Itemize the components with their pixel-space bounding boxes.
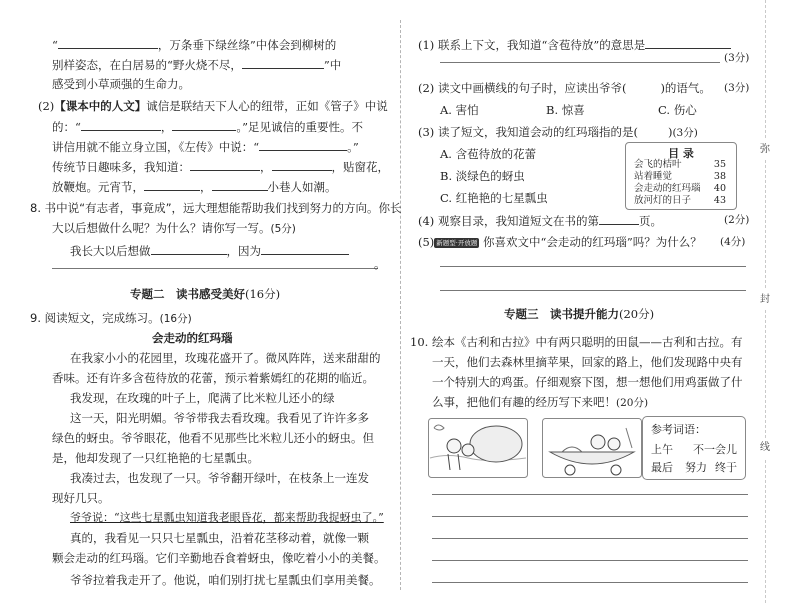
q3-option-a[interactable]: A. 含苞待放的花蕾 <box>440 147 537 161</box>
q10-answer-line[interactable] <box>432 538 748 539</box>
blank[interactable] <box>144 178 200 191</box>
topic2-title: 专题二 读书感受美好(16分) <box>130 287 281 301</box>
story-line: 是，他却发现了一只红艳艳的七星瓢虫。 <box>52 451 259 465</box>
poem-line-2: 别样姿态，在白居易的“野火烧不尽， ”中 <box>52 58 342 72</box>
q2-score: (3分) <box>724 82 750 94</box>
q4: (4) 观察目录，我知道短文在书的第 页。 <box>418 214 662 228</box>
story-line: 香味。还有许多含苞待放的花蕾，预示着紫嫣红的花期的临近。 <box>52 371 374 385</box>
q5-score: (4分) <box>720 236 746 248</box>
q9-title: 9. 阅读短文，完成练习。(16分) <box>30 311 192 325</box>
blank[interactable] <box>212 178 268 191</box>
story-line-underlined: 爷爷说：“这些七星瓢虫知道我老眼昏花，都来帮助我捉蚜虫了。” <box>70 511 384 524</box>
q3: (3) 读了短文，我知道会动的红玛瑙指的是( )(3分) <box>418 125 698 139</box>
q2-option-a[interactable]: A. 害怕 <box>440 103 479 117</box>
vocab-word: 最后 <box>651 461 673 474</box>
blank[interactable] <box>190 158 260 171</box>
q8-answer-line: 我长大以后想做 ，因为 <box>70 242 349 259</box>
q10-answer-line[interactable] <box>432 582 748 583</box>
blank[interactable] <box>645 36 731 49</box>
poem-line-3: 感受到小草顽强的生命力。 <box>52 77 190 91</box>
seal-char-2: 封 <box>755 290 775 310</box>
q10-line-3: 一个特别大的鸡蛋。仔细观察下图，想一想他们用鸡蛋做了什 <box>432 375 743 389</box>
story-line: 绿色的蚜虫。爷爷眼花，他看不见那些比米粒儿还小的蚜虫。但 <box>52 431 374 445</box>
q4-score: (2分) <box>724 214 750 226</box>
toc-row: 会走动的红玛瑙 40 <box>634 183 726 194</box>
q5-answer-line[interactable] <box>440 266 746 267</box>
q7-2-line-4: 传统节日趣味多，我知道： ， ，贴窗花， <box>52 160 389 174</box>
q10-answer-line[interactable] <box>432 516 748 517</box>
q3-option-b[interactable]: B. 淡绿色的蚜虫 <box>440 169 525 183</box>
vocab-title: 参考词语： <box>651 423 706 436</box>
q3-option-c[interactable]: C. 红艳艳的七星瓢虫 <box>440 191 548 205</box>
q10-line-1: 10. 绘本《古利和古拉》中有两只聪明的田鼠——古利和古拉。有 <box>410 335 743 349</box>
q5-answer-line[interactable] <box>440 290 746 291</box>
story-line: 在我家小小的花园里，玫瑰花盛开了。微风阵阵，送来甜甜的 <box>70 351 381 365</box>
blank[interactable] <box>599 212 639 225</box>
q2-option-b[interactable]: B. 惊喜 <box>546 103 585 117</box>
story-line: 我发现，在玫瑰的叶子上，爬满了比米粒儿还小的绿 <box>70 391 335 405</box>
q2: (2) 读文中画横线的句子时，应读出爷爷( )的语气。 <box>418 81 711 95</box>
toc-row: 放河灯的日子 43 <box>634 195 726 206</box>
poem-line-1: “ ，万条垂下绿丝绦”中体会到柳树的 <box>52 38 337 52</box>
seal-char-3: 线 <box>755 438 775 458</box>
blank[interactable] <box>261 242 349 255</box>
blank[interactable] <box>81 118 161 131</box>
q8-line-1: 8. 书中说“有志者，事竟成”，远大理想能帮助我们找到努力的方向。你长 <box>30 201 402 215</box>
q10-answer-line[interactable] <box>432 494 748 495</box>
blank[interactable] <box>151 242 227 255</box>
story-line: 这一天，阳光明媚。爷爷带我去看玫瑰。我看见了许许多多 <box>70 411 369 425</box>
toc-row: 会飞的桔叶 35 <box>634 159 726 170</box>
q7-2-line-1: (2)【课本中的人文】诚信是联结天下人心的纽带，正如《管子》中说 <box>38 99 388 113</box>
vocab-word: 努力 <box>685 461 707 474</box>
blank[interactable] <box>242 56 324 69</box>
vocab-word: 上午 <box>651 443 673 456</box>
q8-line-2: 大以后想做什么呢？为什么？请你写一写。(5分) <box>52 221 296 235</box>
blank[interactable] <box>259 138 347 151</box>
story-line: 爷爷拉着我走开了。他说，咱们别打扰七星瓢虫们享用美餐。 <box>70 573 381 587</box>
blank[interactable] <box>172 118 236 131</box>
story-line: 现好几只。 <box>52 491 110 505</box>
q7-2-line-5: 放鞭炮。元宵节， ， 小巷人如潮。 <box>52 180 337 194</box>
q5: (5) 新题型·开放题 你喜欢文中“会走动的红玛瑙”吗？为什么？ <box>418 235 702 249</box>
q1-score: (3分) <box>724 52 750 64</box>
q7-2-line-3: 讲信用就不能立身立国，《左传》中说：“ 。” <box>52 140 359 154</box>
q8-answer-underline[interactable] <box>52 268 378 269</box>
q1-answer-line[interactable] <box>440 62 720 63</box>
q7-2-line-2: 的：“ ， 。”足见诚信的重要性。不 <box>52 120 364 134</box>
blank[interactable] <box>58 36 158 49</box>
vocab-word: 终于 <box>715 461 737 474</box>
story-line: 真的，我看见一只只七星瓢虫，沿着花茎移动着，就像一颗 <box>70 531 369 545</box>
new-question-badge: 新题型·开放题 <box>436 239 478 247</box>
q8-period: 。 <box>374 257 386 271</box>
q2-option-c[interactable]: C. 伤心 <box>658 103 697 117</box>
reference-words-box <box>642 416 746 480</box>
story-title: 会走动的红玛瑙 <box>152 331 233 345</box>
seal-char-1: 弥 <box>755 140 775 160</box>
toc-row: 站着睡觉 38 <box>634 171 726 182</box>
q1: (1) 联系上下文，我知道“含苞待放”的意思是 <box>418 36 731 53</box>
topic3-title: 专题三 读书提升能力(20分) <box>504 307 655 321</box>
table-of-contents <box>625 142 737 210</box>
blank[interactable] <box>272 158 332 171</box>
toc-title: 目 录 <box>668 147 694 160</box>
picture-panel-2 <box>542 418 642 478</box>
q10-line-2: 一天，他们去森林里摘苹果，回家的路上，他们发现路中央有 <box>432 355 743 369</box>
vocab-word: 不一会儿 <box>693 443 737 456</box>
column-divider <box>400 20 401 590</box>
q10-answer-line[interactable] <box>432 560 748 561</box>
q10-line-4: 么事，把他们有趣的经历写下来吧！(20分) <box>432 395 649 409</box>
picture-panel-1 <box>428 418 528 478</box>
story-line: 我凑过去，也发现了一只。爷爷翻开绿叶，在枝条上一连发 <box>70 471 369 485</box>
story-line: 颗会走动的红玛瑙。它们辛勤地吞食着蚜虫，像吃着小小的美餐。 <box>52 551 386 565</box>
